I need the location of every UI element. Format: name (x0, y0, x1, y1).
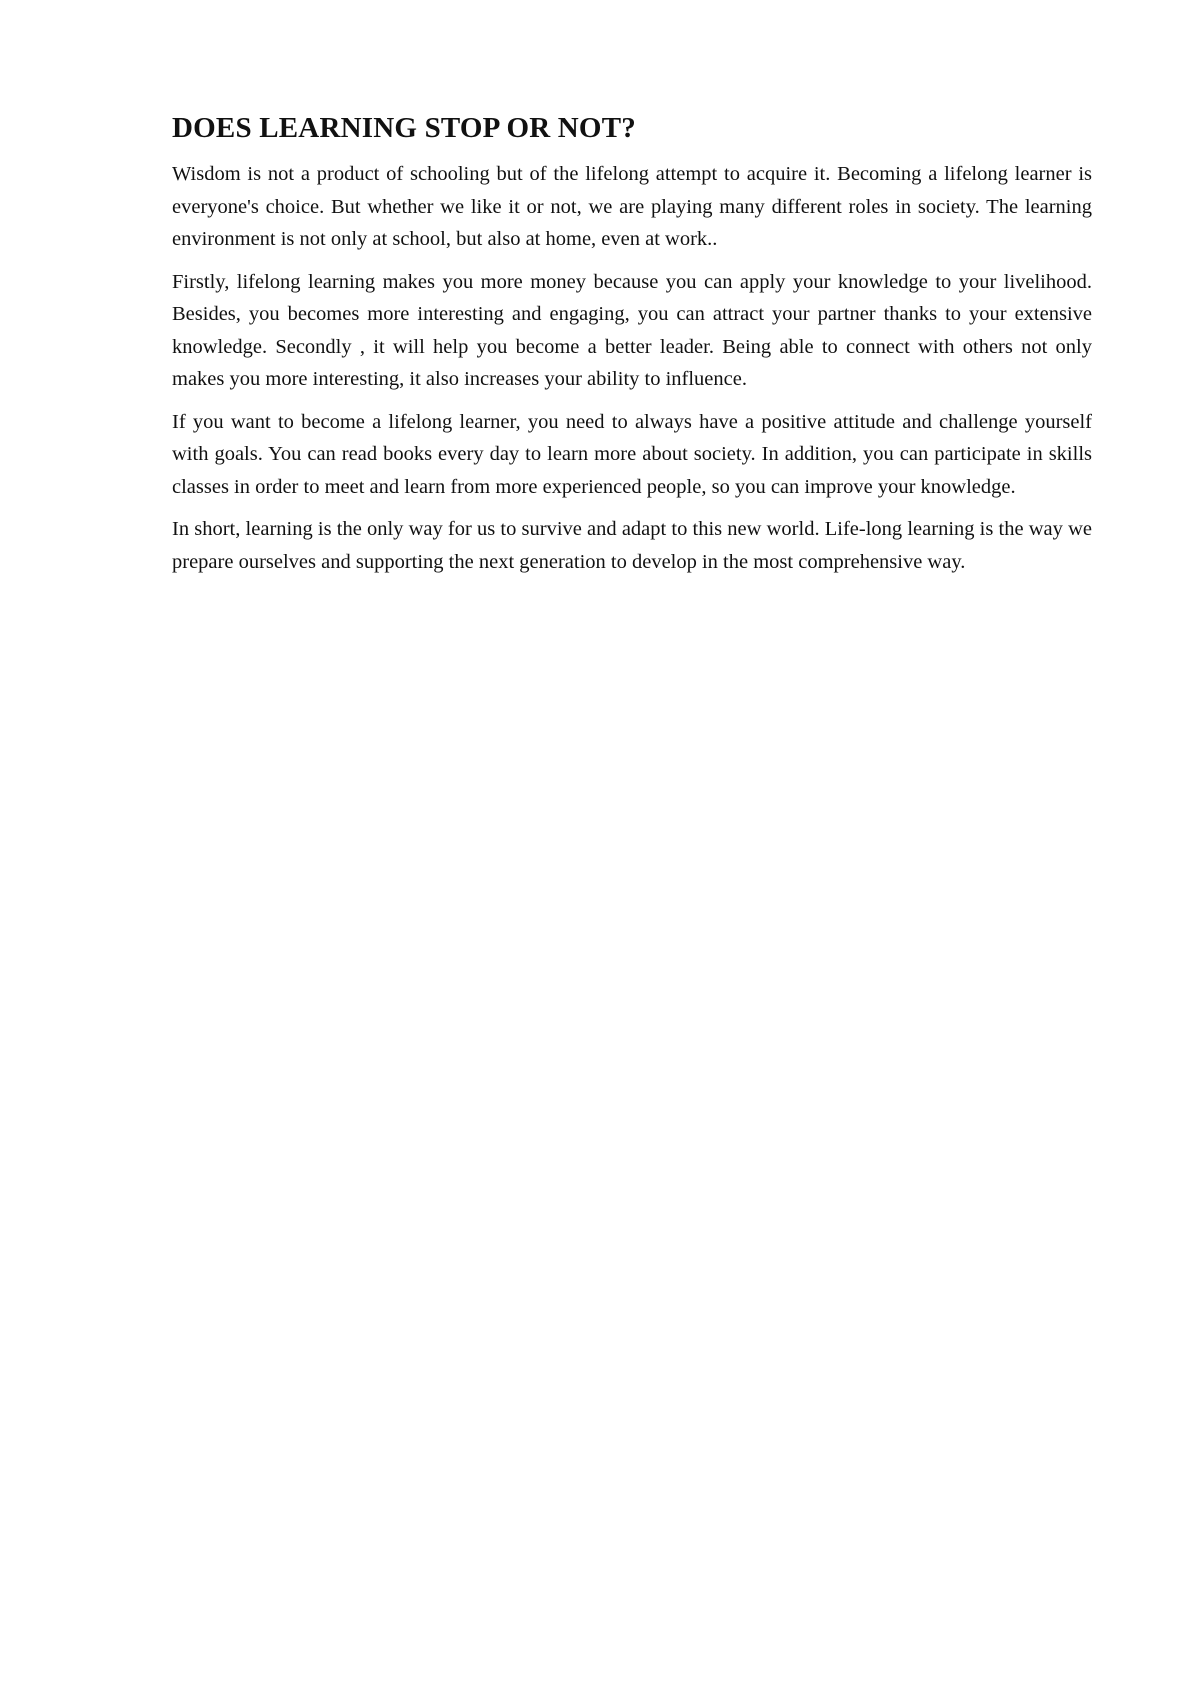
document-title: DOES LEARNING STOP OR NOT? (172, 112, 636, 144)
paragraph-intro: Wisdom is not a product of schooling but of the lifelong attempt to acquire it. Becoming a lifelong learner is everyone's choice. But whether we like it or not, we are playing many different roles in society. The learning environment is not only at school, but also at home, even at work.. (172, 163, 1092, 250)
paragraph-conclusion: In short, learning is the only way for us to survive and adapt to this new world. Life-long learning is the way we prepare ourselves and supporting the next generation to develop in the most comprehensive way. (172, 518, 1092, 573)
paragraph-benefits: Firstly, lifelong learning makes you more money because you can apply your knowledge to your livelihood. Besides, you becomes more interesting and engaging, you can attract your partner thanks to your extensive knowledge. Secondly , it will help you become a better leader. Being able to connect with others not only makes you more interesting, it also increases your ability to influence. (172, 270, 1092, 390)
document-page (172, 108, 1092, 588)
paragraph-how-to: If you want to become a lifelong learner, you need to always have a positive attitude and challenge yourself with goals. You can read books every day to learn more about society. In addition, you can participate in skills classes in order to meet and learn from more experienced people, so you can improve your knowledge. (172, 410, 1092, 498)
